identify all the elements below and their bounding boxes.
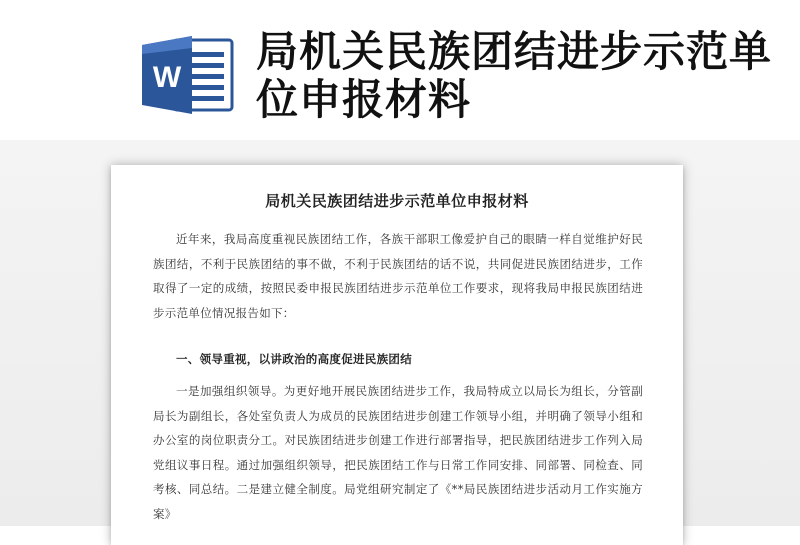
word-document-icon <box>140 34 236 116</box>
document-paragraph: 近年来，我局高度重视民族团结工作，各族干部职工像爱护自己的眼睛一样自觉维护好民族团结，不利于民族团结的事不做，不利于民族团结的话不说，共同促进民族团结进步，工作取得了一定的成绩，按照民委申报民族团结进步示范单位工作要求，现将我局申报民族团结进步示范单位情况报告如下： <box>153 232 643 320</box>
word-logo-letter: W <box>152 61 182 94</box>
document-page <box>111 165 683 545</box>
banner-title: 局机关民族团结进步示范单位申报材料 <box>256 27 773 124</box>
section-heading: 一、领导重视，以讲政治的高度促进民族团结 <box>176 352 412 366</box>
banner <box>0 0 800 140</box>
document-paragraph: 一是加强组织领导。为更好地开展民族团结进步工作，我局特成立以局长为组长，分管副局长为副组长，各处室负责人为成员的民族团结进步创建工作领导小组，并明确了领导小组和办公室的岗位职责分工。对民族团结进步创建工作进行部署指导，把民族团结进步工作列入局党组议事日程。通过加强组织领导，把民族团结工作与日常工作同安排、同部署、同检查、同考核、同总结。二是建立健全制度。局党组研究制定了《**局民族团结进步活动月工作实施方案》 <box>153 384 643 521</box>
document-title: 局机关民族团结进步示范单位申报材料 <box>265 192 529 210</box>
